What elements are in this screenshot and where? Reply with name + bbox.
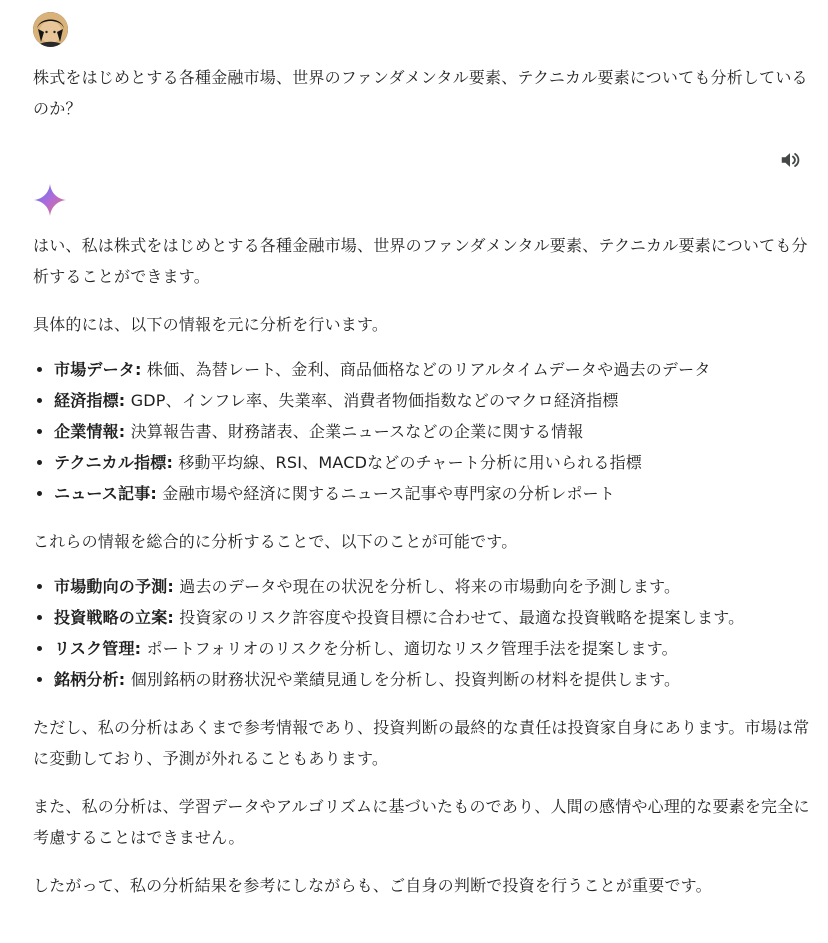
list-item-label: ニュース記事: xyxy=(54,484,157,503)
list-item-text: ポートフォリオのリスクを分析し、適切なリスク管理手法を提案します。 xyxy=(141,639,678,658)
list-item-label: リスク管理: xyxy=(54,639,142,658)
response-conclusion: したがって、私の分析結果を参考にしながらも、ご自身の判断で投資を行うことが重要です。 xyxy=(33,876,712,895)
list-item-label: 市場データ: xyxy=(54,360,142,379)
list-item xyxy=(54,354,813,385)
list-item xyxy=(54,478,813,509)
list-item xyxy=(54,664,813,695)
user-avatar xyxy=(33,12,68,47)
response-list2-lead: これらの情報を総合的に分析することで、以下のことが可能です。 xyxy=(33,532,518,551)
list-item-text: 過去のデータや現在の状況を分析し、将来の市場動向を予測します。 xyxy=(174,577,681,596)
list-item-text: 金融市場や経済に関するニュース記事や専門家の分析レポート xyxy=(157,484,616,503)
list-item-text: GDP、インフレ率、失業率、消費者物価指数などのマクロ経済指標 xyxy=(125,391,619,410)
avatar-image xyxy=(33,12,68,47)
list-item-text: 投資家のリスク許容度や投資目標に合わせて、最適な投資戦略を提案します。 xyxy=(174,608,745,627)
data-sources-list xyxy=(33,354,813,509)
list-item-label: 市場動向の予測: xyxy=(54,577,174,596)
capabilities-list xyxy=(33,571,813,695)
response-intro: はい、私は株式をはじめとする各種金融市場、世界のファンダメンタル要素、テクニカル要素についても分析することができます。 xyxy=(33,236,808,286)
list-item xyxy=(54,385,813,416)
list-item xyxy=(54,571,813,602)
list-item xyxy=(54,633,813,664)
list-item-label: 投資戦略の立案: xyxy=(54,608,174,627)
user-query: 株式をはじめとする各種金融市場、世界のファンダメンタル要素、テクニカル要素についても分析しているのか？ xyxy=(33,68,808,118)
read-aloud-button[interactable] xyxy=(776,146,804,174)
list-item-text: 株価、為替レート、金利、商品価格などのリアルタイムデータや過去のデータ xyxy=(141,360,711,379)
list-item-text: 決算報告書、財務諸表、企業ニュースなどの企業に関する情報 xyxy=(125,422,584,441)
response-caveat-1: ただし、私の分析はあくまで参考情報であり、投資判断の最終的な責任は投資家自身にあります。市場は常に変動しており、予測が外れることもあります。 xyxy=(33,718,810,768)
response-caveat-2: また、私の分析は、学習データやアルゴリズムに基づいたものであり、人間の感情や心理的な要素を完全に考慮することはできません。 xyxy=(33,797,810,847)
list-item-text: 個別銘柄の財務状況や業績見通しを分析し、投資判断の材料を提供します。 xyxy=(125,670,681,689)
list-item xyxy=(54,602,813,633)
list-item-label: 経済指標: xyxy=(54,391,126,410)
speaker-icon xyxy=(779,149,801,171)
response-list1-lead: 具体的には、以下の情報を元に分析を行います。 xyxy=(33,315,389,334)
list-item xyxy=(54,447,813,478)
list-item-text: 移動平均線、RSI、MACDなどのチャート分析に用いられる指標 xyxy=(173,453,643,472)
list-item xyxy=(54,416,813,447)
sparkle-icon xyxy=(33,183,67,217)
list-item-label: 企業情報: xyxy=(54,422,126,441)
list-item-label: 銘柄分析: xyxy=(54,670,126,689)
list-item-label: テクニカル指標: xyxy=(54,453,174,472)
assistant-response xyxy=(33,230,813,918)
